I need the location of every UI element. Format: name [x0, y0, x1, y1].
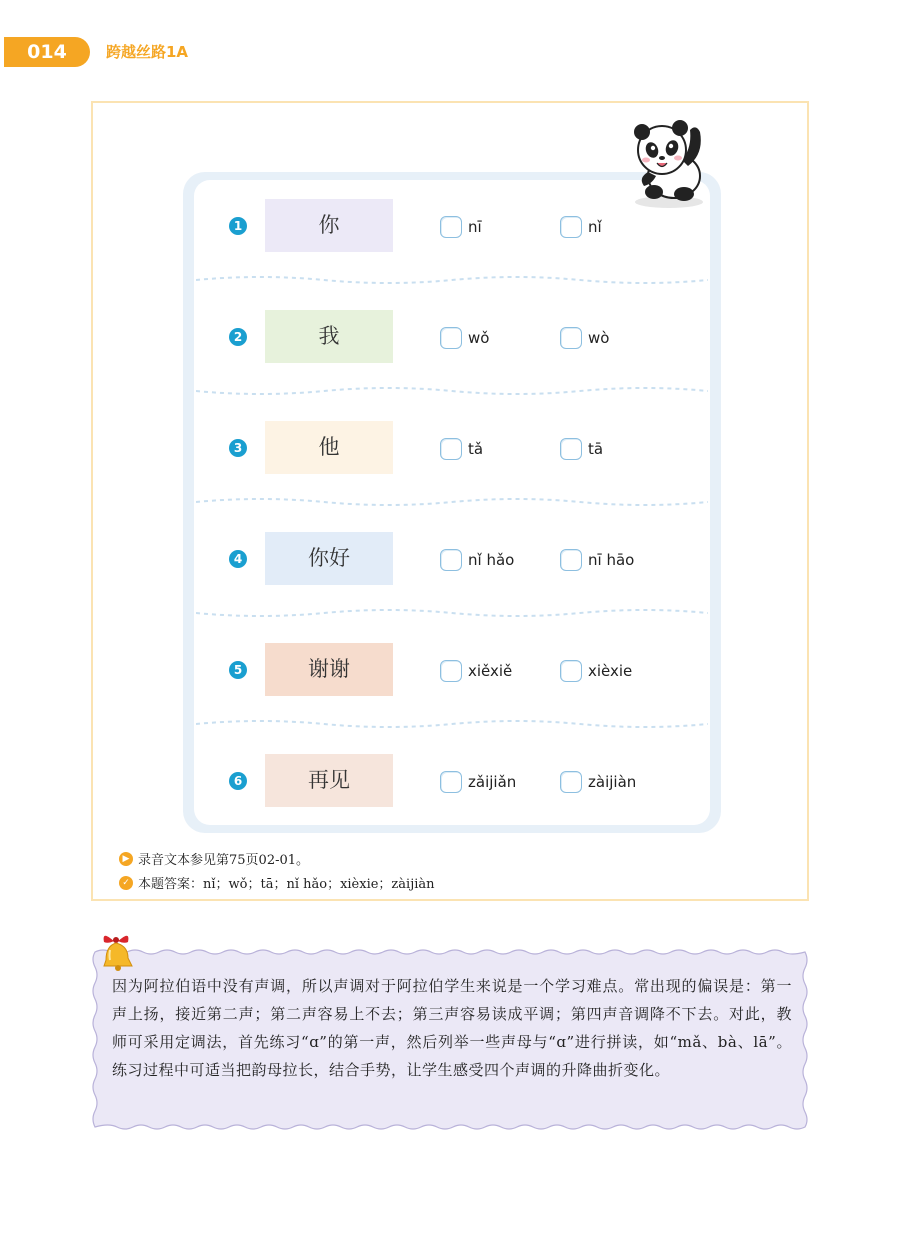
row-number-badge: 4 [229, 550, 247, 568]
option-b[interactable] [560, 770, 636, 794]
word-card: 你好 [265, 532, 393, 585]
option-b[interactable] [560, 659, 632, 683]
option-a[interactable] [440, 548, 514, 572]
checkbox[interactable] [560, 660, 582, 682]
row-number-badge: 2 [229, 328, 247, 346]
row-divider [196, 718, 708, 730]
panda-icon [626, 114, 712, 210]
option-label: wǒ [468, 329, 490, 347]
checkbox[interactable] [440, 216, 462, 238]
option-a[interactable] [440, 215, 482, 239]
option-label: wò [588, 329, 610, 347]
row-divider [196, 607, 708, 619]
option-b[interactable] [560, 215, 602, 239]
option-label: xièxie [588, 662, 633, 680]
checkbox[interactable] [440, 327, 462, 349]
option-label: zǎijiǎn [468, 773, 517, 791]
option-a[interactable] [440, 437, 483, 461]
answer-note [119, 873, 435, 892]
checkbox[interactable] [560, 216, 582, 238]
page-number-tab [4, 37, 90, 67]
option-label: nǐ hǎo [468, 551, 515, 569]
option-label: tǎ [468, 440, 484, 458]
row-number-badge: 3 [229, 439, 247, 457]
option-b[interactable] [560, 437, 603, 461]
audio-note-text: 录音文本参见第75页02-01。 [138, 853, 310, 868]
row-number-badge: 1 [229, 217, 247, 235]
option-a[interactable] [440, 770, 516, 794]
row-divider [196, 496, 708, 508]
check-icon: ✓ [119, 876, 133, 890]
word-card: 再见 [265, 754, 393, 807]
option-b[interactable] [560, 326, 609, 350]
checkbox[interactable] [560, 549, 582, 571]
checkbox[interactable] [560, 438, 582, 460]
option-label: zàijiàn [588, 773, 637, 791]
checkbox[interactable] [440, 771, 462, 793]
word-card: 他 [265, 421, 393, 474]
teaching-tip-text: 因为阿拉伯语中没有声调，所以声调对于阿拉伯学生来说是一个学习难点。常出现的偏误是：第一声上扬，接近第二声；第二声容易上不去；第三声容易读成平调；第四声音调降不下去。对此，教师可采用定调法，首先练习“ɑ”的第一声，然后列举一些声母与“ɑ”进行拼读，如“mǎ、bà、lā”。练习过程中可适当把韵母拉长，结合手势，让学生感受四个声调的升降曲折变化。 [112, 977, 792, 1079]
option-label: xiěxiě [468, 662, 513, 680]
book-title: 跨越丝路1A [106, 43, 189, 61]
bell-icon [96, 928, 144, 976]
word-card: 谢谢 [265, 643, 393, 696]
option-b[interactable] [560, 548, 634, 572]
row-number-badge: 6 [229, 772, 247, 790]
checkbox[interactable] [440, 438, 462, 460]
play-icon: ▶ [119, 852, 133, 866]
checkbox[interactable] [560, 771, 582, 793]
option-a[interactable] [440, 326, 489, 350]
word-card: 你 [265, 199, 393, 252]
row-number-badge: 5 [229, 661, 247, 679]
row-divider [196, 385, 708, 397]
word-card: 我 [265, 310, 393, 363]
page-number: 014 [27, 41, 67, 63]
checkbox[interactable] [440, 660, 462, 682]
row-divider [196, 274, 708, 286]
checkbox[interactable] [560, 327, 582, 349]
option-label: nī hāo [588, 551, 635, 569]
checkbox[interactable] [440, 549, 462, 571]
option-label: nī [468, 218, 482, 236]
answer-note-text: 本题答案：nǐ；wǒ；tā；nǐ hǎo；xièxie；zàijiàn [138, 877, 435, 892]
option-a[interactable] [440, 659, 512, 683]
audio-note [119, 849, 309, 868]
option-label: tā [588, 440, 604, 458]
option-label: nǐ [588, 218, 602, 236]
